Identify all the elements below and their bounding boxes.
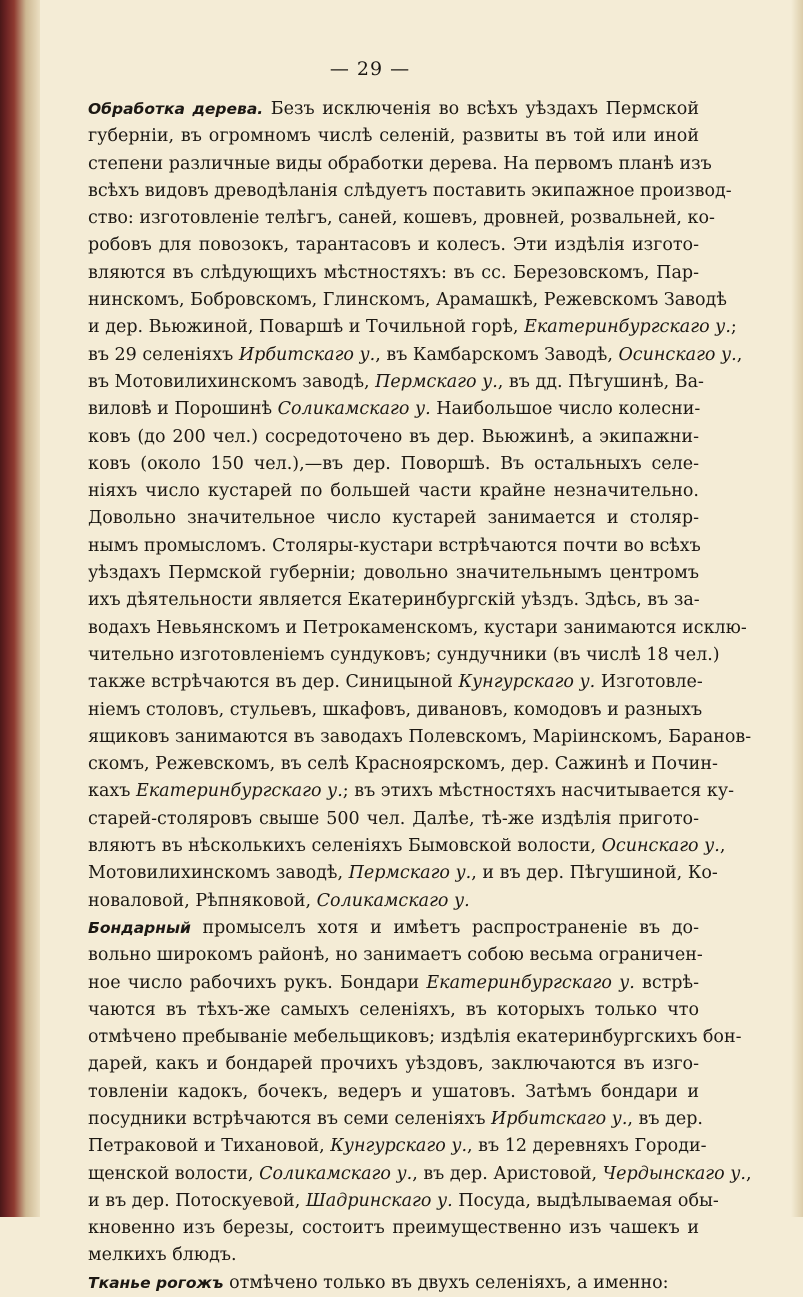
text-line (88, 1215, 699, 1242)
text-segment: губерніи, въ огромномъ числѣ селеній, развиты въ той или иной (88, 126, 699, 147)
text-segment: всѣхъ видовъ древодѣланія слѣдуетъ поставить экипажное производ- (88, 180, 732, 201)
text-segment: Посуда, выдѣлываемая обы- (452, 1190, 719, 1211)
page-number: — 29 — (329, 58, 411, 80)
text-line (88, 232, 699, 259)
text-line (88, 888, 699, 915)
text-line (88, 587, 699, 614)
text-line (88, 451, 699, 478)
text-segment: Довольно значительное число кустарей занимается и столяр- (88, 508, 699, 529)
text-line (88, 1079, 699, 1106)
text-segment: ихъ дѣятельности является Екатеринбургскій уѣздъ. Здѣсь, въ за- (88, 590, 700, 611)
text-segment: посудники встрѣчаются въ семи селеніяхъ (88, 1108, 492, 1129)
district-name: Соликамскаго у. (259, 1163, 413, 1184)
text-segment: , въ 12 деревняхъ Городи- (467, 1136, 707, 1157)
text-segment: чительно изготовленіемъ сундуковъ; сундучники (въ числѣ 18 чел.) (88, 644, 720, 665)
text-segment: встрѣ- (634, 972, 699, 993)
text-segment: кахъ (88, 781, 136, 802)
text-segment: старей-столяровъ свыше 500 чел. Далѣе, тѣ-же издѣлія пригото- (88, 808, 699, 829)
text-segment: Петраковой и Тихановой, (88, 1136, 331, 1157)
text-segment: кновенно изъ березы, состоитъ преимущественно изъ чашекъ и (88, 1218, 699, 1239)
text-segment: , въ Камбарскомъ Заводѣ, (375, 344, 619, 365)
text-line (88, 1024, 742, 1051)
district-name: Осинскаго у. (601, 836, 720, 857)
text-segment: ное число рабочихъ рукъ. Бондари (88, 972, 427, 993)
text-line (88, 806, 699, 833)
text-line (88, 342, 743, 369)
section-heading: Тканье рогожъ (88, 1273, 224, 1292)
district-name: Екатеринбургскаго у. (426, 972, 635, 993)
text-line (88, 1242, 699, 1269)
text-line (88, 1270, 699, 1297)
text-line (88, 287, 727, 314)
text-segment: водахъ Невьянскомъ и Петрокаменскомъ, кустари занимаются исклю- (88, 617, 747, 638)
text-line (88, 96, 699, 123)
text-line (88, 942, 703, 969)
text-segment: въ 29 селеніяхъ (88, 344, 239, 365)
book-binding-edge (0, 0, 40, 1217)
text-segment: , въ дер. Аристовой, (412, 1163, 603, 1184)
text-segment: степени различные виды обработки дерева. На первомъ планѣ изъ (88, 153, 712, 174)
district-name: Шадринскаго у. (305, 1190, 453, 1211)
text-segment: , и въ дер. Пѣгушиной, Ко- (471, 863, 718, 884)
text-line (88, 1051, 699, 1078)
text-line (88, 478, 699, 505)
text-segment: Изготовле- (595, 672, 703, 693)
text-segment: промыселъ хотя и имѣетъ распространеніе въ до- (190, 917, 699, 938)
text-line (88, 833, 726, 860)
text-segment: вляютъ въ нѣсколькихъ селеніяхъ Бымовской волости, (88, 836, 602, 857)
district-name: Ирбитскаго у. (238, 344, 376, 365)
text-line (88, 669, 703, 696)
text-segment: и дер. Вьюжиной, Поваршѣ и Точильной горѣ, (88, 317, 525, 338)
district-name: Чердынскаго у. (602, 1163, 746, 1184)
district-name: Кунгурскаго у. (458, 672, 596, 693)
text-segment: ; въ этихъ мѣстностяхъ насчитывается ку- (342, 781, 735, 802)
text-segment: Мотовилихинскомъ заводѣ, (88, 863, 349, 884)
text-segment: Безъ исключенія во всѣхъ уѣздахъ Пермской (263, 99, 700, 119)
text-line (88, 260, 699, 287)
section-heading: Обработка дерева. (88, 100, 264, 118)
text-segment: и въ дер. Потоскуевой, (88, 1190, 306, 1211)
text-line (88, 1106, 703, 1133)
text-segment: , въ дер. (627, 1108, 703, 1129)
text-segment: робовъ для повозокъ, тарантасовъ и колесъ. Эти издѣлія изгото- (88, 235, 699, 256)
text-segment: уѣздахъ Пермской губерніи; довольно значительнымъ центромъ (88, 563, 699, 584)
text-segment: мелкихъ блюдъ. (88, 1245, 237, 1266)
text-segment: отмѣчено только въ двухъ селеніяхъ, а именно: (223, 1272, 669, 1293)
text-segment: дарей, какъ и бондарей прочихъ уѣздовъ, заключаются въ изго- (88, 1054, 699, 1075)
text-segment: чаются въ тѣхъ-же самыхъ селеніяхъ, въ которыхъ только что (88, 999, 699, 1020)
text-line (88, 560, 699, 587)
text-segment: вольно широкомъ районѣ, но занимаетъ собою весьма ограничен- (88, 945, 703, 966)
text-line (88, 697, 703, 724)
text-line (88, 505, 699, 532)
text-segment: , (736, 344, 743, 365)
text-segment: щенской волости, (88, 1163, 260, 1184)
text-line (88, 778, 735, 805)
text-segment: , (719, 836, 726, 857)
text-segment: ; (730, 317, 737, 338)
text-segment: ковъ (до 200 чел.) сосредоточено въ дер. Вьюжинѣ, а экипажни- (88, 426, 699, 447)
district-name: Соликамскаго у. (277, 399, 431, 420)
text-segment: Наибольшое число колесни- (430, 399, 701, 420)
text-line (88, 997, 699, 1024)
text-segment: виловѣ и Порошинѣ (88, 399, 278, 420)
text-line (88, 123, 699, 150)
text-line (88, 533, 699, 560)
text-segment: товленіи кадокъ, бочекъ, ведеръ и ушатовъ. Затѣмъ бондари и (88, 1081, 699, 1102)
section-heading: Бондарный (88, 918, 191, 937)
text-line (88, 424, 699, 451)
text-segment: ковъ (около 150 чел.),—въ дер. Поворшѣ. Въ остальныхъ селе- (88, 453, 699, 474)
text-segment: нинскомъ, Бобровскомъ, Глинскомъ, Арамашкѣ, Режевскомъ Заводѣ (88, 290, 727, 311)
text-segment: , (745, 1163, 752, 1184)
district-name: Пермскаго у. (348, 863, 472, 884)
text-segment: скомъ, Режевскомъ, въ селѣ Красноярскомъ, дер. Сажинѣ и Почин- (88, 754, 718, 775)
text-line (88, 751, 718, 778)
text-segment: нымъ промысломъ. Столяры-кустари встрѣчаются почти во всѣхъ (88, 535, 701, 556)
text-segment: ящиковъ занимаются въ заводахъ Полевскомъ, Маріинскомъ, Баранов- (88, 726, 752, 747)
text-segment: вляются въ слѣдующихъ мѣстностяхъ: въ сс. Березовскомъ, Пар- (88, 262, 699, 283)
page-edge-shadow (791, 0, 803, 1217)
text-line (88, 642, 720, 669)
district-name: Соликамскаго у. (316, 890, 470, 911)
district-name: Кунгурскаго у. (330, 1136, 468, 1157)
text-line (88, 314, 737, 341)
district-name: Осинскаго у. (618, 344, 737, 365)
text-line (88, 724, 752, 751)
text-line (88, 615, 747, 642)
paragraph (88, 1270, 699, 1297)
text-segment: новаловой, Рѣпняковой, (88, 890, 317, 911)
text-segment: , въ дд. Пѣгушинѣ, Ва- (497, 371, 704, 392)
text-segment: ство: изготовленіе телѣгъ, саней, кошевъ, дровней, розвальней, ко- (88, 208, 715, 229)
district-name: Ирбитскаго у. (491, 1108, 628, 1129)
text-line (88, 151, 712, 178)
district-name: Екатеринбургскаго у. (524, 317, 731, 338)
text-line (88, 860, 718, 887)
text-line (88, 178, 732, 205)
text-segment: отмѣчено пребываніе мебельщиковъ; издѣлія екатеринбургскихъ бон- (88, 1027, 742, 1048)
text-line (88, 915, 699, 942)
document-body (88, 96, 752, 1297)
text-segment: ніяхъ число кустарей по большей части крайне незначительно. (88, 481, 699, 502)
text-segment: ніемъ столовъ, стульевъ, шкафовъ, дивановъ, комодовъ и разныхъ (88, 699, 703, 720)
text-line (88, 1161, 752, 1188)
text-segment: также встрѣчаются въ дер. Синицыной (88, 672, 459, 693)
text-line (88, 1133, 707, 1160)
district-name: Екатеринбургскаго у. (135, 781, 343, 802)
district-name: Пермскаго у. (375, 371, 498, 392)
text-segment: въ Мотовилихинскомъ заводѣ, (88, 371, 376, 392)
text-line (88, 369, 704, 396)
text-line (88, 396, 699, 423)
text-line (88, 205, 715, 232)
text-line (88, 970, 699, 997)
text-line (88, 1188, 719, 1215)
paragraph (88, 96, 752, 915)
